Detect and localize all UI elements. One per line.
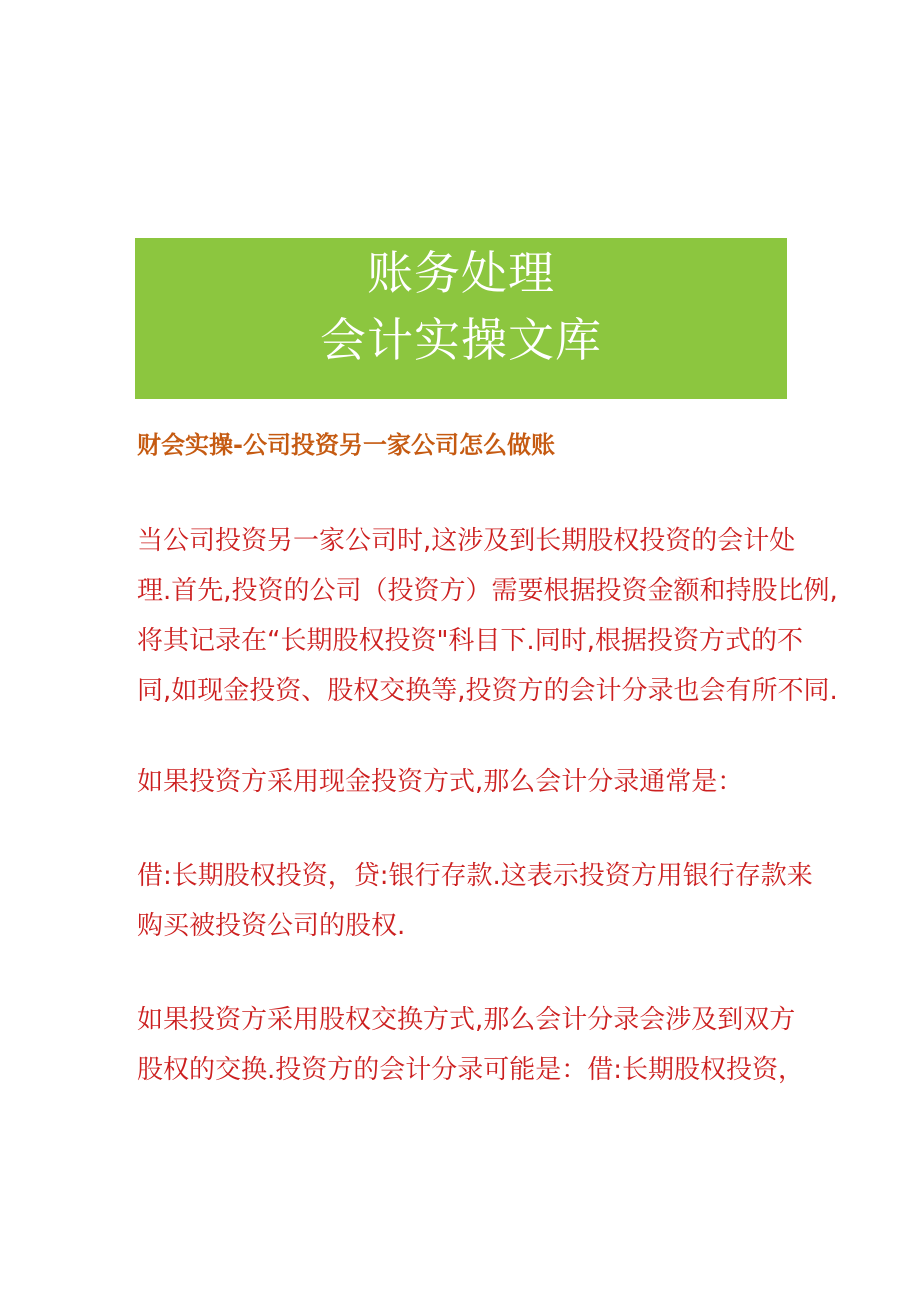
paragraph-line: 借:长期股权投资，贷:银行存款.这表示投资方用银行存款来 — [137, 861, 813, 891]
paragraph-line: 股权的交换.投资方的会计分录可能是：借:长期股权投资， — [137, 1055, 805, 1085]
paragraph-cash-entry — [137, 851, 813, 951]
paragraph-line: 同,如现金投资、股权交换等,投资方的会计分录也会有所不同. — [137, 676, 838, 706]
banner-subtitle: 会计实操文库 — [320, 313, 602, 367]
banner-title: 账务处理 — [367, 246, 555, 300]
header-banner — [135, 238, 787, 399]
paragraph-intro — [137, 516, 838, 716]
paragraph-cash-investment — [137, 757, 797, 807]
paragraph-line: 购买被投资公司的股权. — [137, 911, 406, 941]
paragraph-equity-exchange — [137, 995, 805, 1095]
paragraph-line: 理.首先,投资的公司（投资方）需要根据投资金额和持股比例, — [137, 576, 838, 606]
paragraph-line: 如果投资方采用现金投资方式,那么会计分录通常是： — [137, 767, 744, 797]
paragraph-line: 将其记录在“长期股权投资"科目下.同时,根据投资方式的不 — [137, 626, 803, 656]
paragraph-line: 如果投资方采用股权交换方式,那么会计分录会涉及到双方 — [137, 1005, 796, 1035]
paragraph-line: 当公司投资另一家公司时,这涉及到长期股权投资的会计处 — [137, 526, 796, 556]
document-title: 财会实操-公司投资另一家公司怎么做账 — [137, 431, 555, 459]
